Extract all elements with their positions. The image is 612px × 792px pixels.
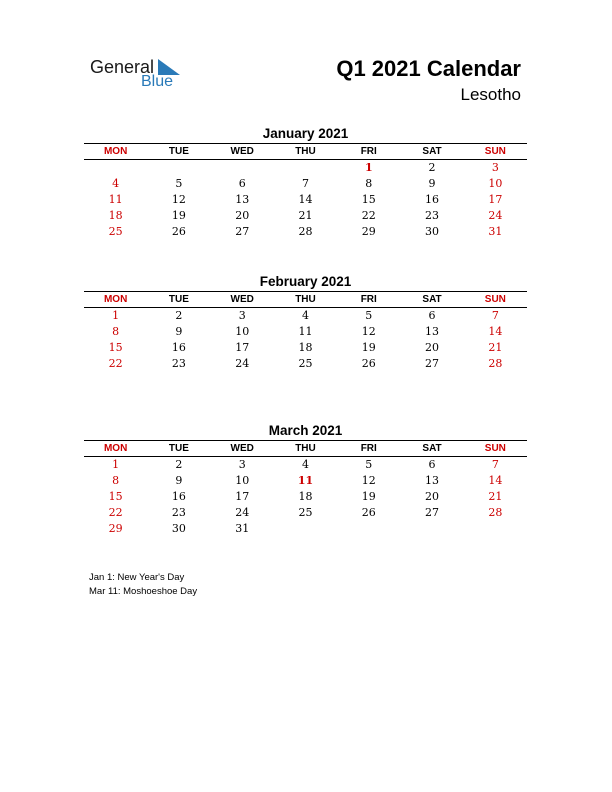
day-cell: 24 — [235, 356, 250, 370]
day-cell: 13 — [235, 192, 250, 206]
day-cell: 5 — [365, 309, 373, 323]
day-cell: 5 — [365, 458, 373, 472]
day-cell: 20 — [235, 208, 250, 222]
week-row — [84, 176, 527, 192]
week-row — [84, 473, 527, 489]
day-cell: 18 — [298, 489, 313, 503]
day-cell: 20 — [425, 489, 440, 503]
day-cell: 7 — [301, 177, 309, 191]
holiday-note: Jan 1: New Year's Day — [89, 572, 185, 583]
day-cell: 21 — [488, 489, 503, 503]
month-grid — [84, 440, 527, 536]
day-cell: 4 — [301, 458, 309, 472]
day-cell: 2 — [175, 309, 183, 323]
weekday-header: SAT — [400, 441, 463, 457]
day-cell: 27 — [235, 224, 250, 238]
day-cell: 19 — [361, 340, 376, 354]
day-cell: 21 — [298, 208, 313, 222]
month-grid — [84, 143, 527, 239]
day-cell: 8 — [365, 177, 373, 191]
day-cell: 12 — [361, 325, 376, 339]
holiday-note: Mar 11: Moshoeshoe Day — [89, 586, 198, 597]
day-cell: 12 — [171, 192, 186, 206]
logo-general-text: General — [90, 57, 155, 77]
weekday-header: WED — [211, 292, 274, 308]
day-cell: 17 — [235, 489, 250, 503]
day-cell: 1 — [112, 458, 120, 472]
day-cell: 13 — [425, 474, 440, 488]
day-cell: 12 — [361, 474, 376, 488]
day-cell: 29 — [361, 224, 376, 238]
day-cell — [274, 160, 337, 176]
day-cell: 19 — [171, 208, 186, 222]
weekday-header: SUN — [464, 292, 527, 308]
day-cell: 11 — [108, 192, 123, 206]
day-cell: 24 — [488, 208, 503, 222]
week-row — [84, 489, 527, 505]
day-cell: 24 — [235, 505, 250, 519]
day-cell: 26 — [361, 505, 376, 519]
day-cell: 3 — [238, 458, 246, 472]
weekday-header: THU — [274, 441, 337, 457]
day-cell: 3 — [238, 309, 246, 323]
day-cell — [337, 520, 400, 536]
week-row — [84, 324, 527, 340]
day-cell — [464, 520, 527, 536]
day-cell: 21 — [488, 340, 503, 354]
day-cell: 10 — [235, 325, 250, 339]
weekday-header: SUN — [464, 144, 527, 160]
day-cell: 15 — [108, 489, 123, 503]
day-cell: 9 — [175, 474, 183, 488]
logo — [90, 57, 190, 93]
weekday-header: WED — [211, 144, 274, 160]
day-cell: 30 — [171, 521, 186, 535]
day-cell: 10 — [235, 474, 250, 488]
day-cell: 1 — [364, 161, 373, 175]
weekday-header: TUE — [147, 292, 210, 308]
day-cell: 10 — [488, 177, 503, 191]
day-cell: 11 — [297, 474, 314, 488]
weekday-header: MON — [84, 144, 147, 160]
day-cell: 17 — [488, 192, 503, 206]
day-cell — [84, 160, 147, 176]
day-cell: 8 — [112, 474, 120, 488]
month-march — [84, 422, 527, 536]
day-cell: 18 — [298, 340, 313, 354]
weekday-header: SUN — [464, 441, 527, 457]
page-title: Q1 2021 Calendar — [336, 56, 521, 81]
day-cell — [147, 160, 210, 176]
month-title: February 2021 — [259, 274, 352, 289]
day-cell: 4 — [112, 177, 120, 191]
weekday-header: WED — [211, 441, 274, 457]
weekday-header: TUE — [147, 441, 210, 457]
day-cell: 15 — [361, 192, 376, 206]
week-row — [84, 340, 527, 356]
day-cell: 13 — [425, 325, 440, 339]
day-cell: 27 — [425, 505, 440, 519]
day-cell — [274, 520, 337, 536]
logo-blue-text: Blue — [141, 73, 174, 90]
weekday-header: TUE — [147, 144, 210, 160]
day-cell: 6 — [238, 177, 246, 191]
week-row — [84, 160, 527, 176]
day-cell: 23 — [425, 208, 440, 222]
weekday-header: THU — [274, 292, 337, 308]
holiday-notes — [89, 571, 197, 599]
week-row — [84, 504, 527, 520]
day-cell: 15 — [108, 340, 123, 354]
day-cell: 18 — [108, 208, 123, 222]
day-cell: 11 — [298, 325, 313, 339]
weekday-header: FRI — [337, 144, 400, 160]
day-cell: 2 — [428, 161, 436, 175]
country-subtitle: Lesotho — [460, 85, 521, 104]
week-row — [84, 207, 527, 223]
day-cell: 16 — [171, 489, 186, 503]
weekday-header: FRI — [337, 441, 400, 457]
day-cell: 3 — [491, 161, 499, 175]
day-cell: 22 — [108, 505, 123, 519]
week-row — [84, 308, 527, 324]
month-title: January 2021 — [262, 126, 349, 141]
day-cell: 6 — [428, 458, 436, 472]
day-cell: 22 — [361, 208, 376, 222]
day-cell: 28 — [488, 505, 503, 519]
day-cell: 29 — [108, 521, 123, 535]
weekday-header: MON — [84, 441, 147, 457]
day-cell: 26 — [171, 224, 186, 238]
day-cell: 14 — [488, 474, 503, 488]
weekday-header: SAT — [400, 144, 463, 160]
month-february — [84, 273, 527, 371]
day-cell — [211, 160, 274, 176]
day-cell: 25 — [298, 505, 313, 519]
day-cell — [400, 520, 463, 536]
day-cell: 26 — [361, 356, 376, 370]
day-cell: 9 — [175, 325, 183, 339]
day-cell: 17 — [235, 340, 250, 354]
day-cell: 7 — [491, 458, 499, 472]
day-cell: 9 — [428, 177, 436, 191]
week-row — [84, 457, 527, 473]
day-cell: 14 — [488, 325, 503, 339]
month-grid — [84, 291, 527, 371]
day-cell: 25 — [298, 356, 313, 370]
day-cell: 22 — [108, 356, 123, 370]
weekday-header: SAT — [400, 292, 463, 308]
weekday-header: FRI — [337, 292, 400, 308]
day-cell: 16 — [425, 192, 440, 206]
day-cell: 31 — [488, 224, 503, 238]
day-cell: 2 — [175, 458, 183, 472]
week-row — [84, 192, 527, 208]
day-cell: 4 — [301, 309, 309, 323]
month-january — [84, 125, 527, 239]
month-title: March 2021 — [268, 423, 343, 438]
day-cell: 20 — [425, 340, 440, 354]
day-cell: 23 — [171, 505, 186, 519]
day-cell: 1 — [112, 309, 120, 323]
day-cell: 8 — [112, 325, 120, 339]
day-cell: 25 — [108, 224, 123, 238]
day-cell: 14 — [298, 192, 313, 206]
day-cell: 28 — [488, 356, 503, 370]
day-cell: 23 — [171, 356, 186, 370]
week-row — [84, 520, 527, 536]
day-cell: 28 — [298, 224, 313, 238]
day-cell: 6 — [428, 309, 436, 323]
week-row — [84, 223, 527, 239]
day-cell: 16 — [171, 340, 186, 354]
week-row — [84, 355, 527, 371]
weekday-header: THU — [274, 144, 337, 160]
day-cell: 31 — [235, 521, 250, 535]
day-cell: 30 — [425, 224, 440, 238]
day-cell: 19 — [361, 489, 376, 503]
day-cell: 27 — [425, 356, 440, 370]
day-cell: 5 — [175, 177, 183, 191]
day-cell: 7 — [491, 309, 499, 323]
weekday-header: MON — [84, 292, 147, 308]
